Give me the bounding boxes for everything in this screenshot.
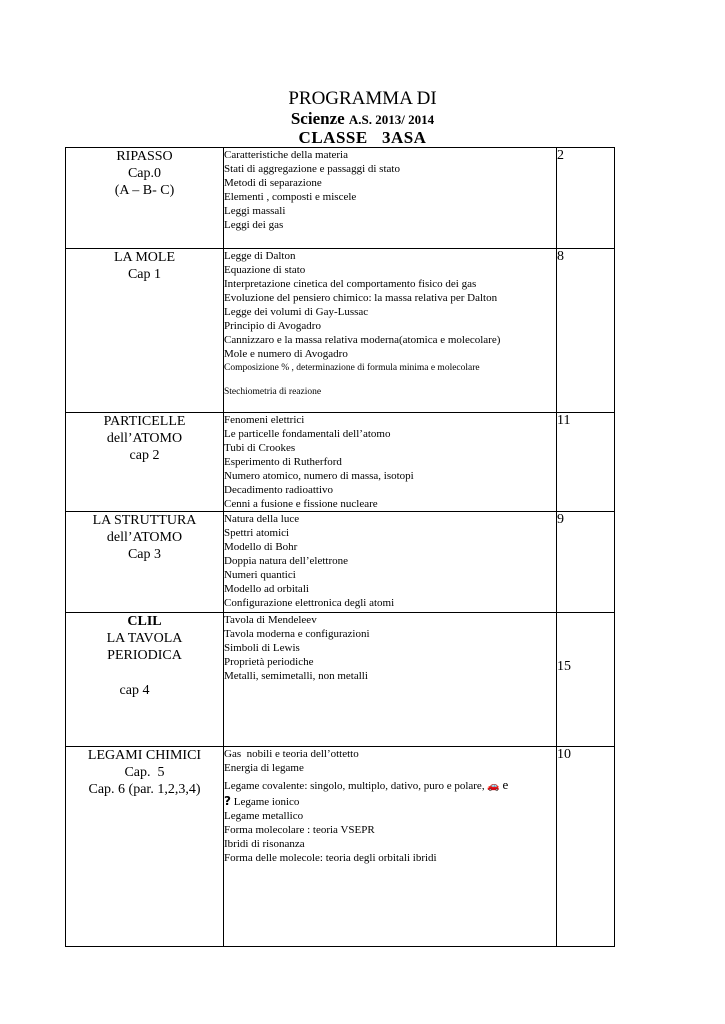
hours-cell: 8 [557, 249, 615, 413]
chapter-line: Cap. 6 (par. 1,2,3,4) [88, 782, 201, 797]
topic-item: Tubi di Crookes [224, 442, 296, 454]
topic-item: Legame metallico [224, 810, 304, 822]
topic-item: Interpretazione cinetica del comportamento fisico dei gas [224, 278, 477, 290]
chapter-line: Cap 1 [127, 267, 162, 282]
hours-cell: 11 [557, 413, 615, 512]
topics-cell [224, 613, 557, 747]
table-row [66, 249, 615, 413]
topic-item: Esperimento di Rutherford [224, 456, 342, 468]
chapter-line: Cap 3 [127, 547, 162, 562]
topic-item: Metalli, semimetalli, non metalli [224, 670, 368, 682]
chapter-cell [66, 747, 224, 947]
topic-item: Ibridi di risonanza [224, 838, 305, 850]
hours-cell: 15 [557, 613, 615, 747]
topics-cell [224, 747, 557, 947]
topic-item: Stati di aggregazione e passaggi di stato [224, 163, 400, 175]
chapter-cell [66, 413, 224, 512]
topic-item: Legge di Dalton [224, 250, 296, 262]
topic-item: Leggi dei gas [224, 219, 284, 231]
topic-item: Gas nobili e teoria dell’ottetto [224, 748, 359, 760]
topic-item [224, 778, 556, 794]
chapter-cell [66, 512, 224, 613]
topic-item: Natura della luce [224, 513, 300, 525]
subject-line [0, 109, 725, 129]
topic-item: Decadimento radioattivo [224, 484, 334, 496]
chapter-line: PERIODICA [107, 648, 182, 663]
hours-cell: 2 [557, 148, 615, 249]
chapter-line: RIPASSO [116, 149, 173, 164]
topic-item: Equazione di stato [224, 264, 306, 276]
topic-item: Stechiometria di reazione [224, 387, 322, 397]
topic-item: Cannizzaro e la massa relativa moderna(atomica e molecolare) [224, 334, 501, 346]
ionic-text: Legame ionico [233, 796, 300, 808]
covalent-text: Legame covalente: singolo, multiplo, dativo, puro e polare, [224, 780, 485, 792]
topic-item: Caratteristiche della materia [224, 149, 348, 161]
chapter-cell [66, 148, 224, 249]
topic-item: Configurazione elettronica degli atomi [224, 597, 395, 609]
chapter-line: (A – B- C) [114, 183, 175, 198]
topic-item: Principio di Avogadro [224, 320, 321, 332]
chapter-line: Cap. 5 [124, 765, 165, 780]
chapter-cell [66, 613, 224, 747]
topic-item: Tavola moderna e configurazioni [224, 628, 370, 640]
car-symbol-icon: 🚗 [487, 781, 500, 792]
question-mark-icon: ? [224, 794, 231, 808]
subject: Scienze [290, 109, 345, 128]
chapter-line: cap 4 [119, 683, 150, 698]
table-row [66, 148, 615, 249]
chapter-cell [66, 249, 224, 413]
school-year: A.S. 2013/ 2014 [348, 112, 435, 127]
topic-item: Fenomeni elettrici [224, 414, 305, 426]
topics-cell [224, 413, 557, 512]
topic-item: Cenni a fusione e fissione nucleare [224, 498, 378, 510]
topic-item: Composizione % , determinazione di formula minima e molecolare [224, 363, 480, 373]
topic-item: Numeri quantici [224, 569, 296, 581]
chapter-line: LA TAVOLA [106, 631, 183, 646]
topic-item: Doppia natura dell’elettrone [224, 555, 349, 567]
table-row [66, 747, 615, 947]
topic-item [224, 794, 556, 809]
covalent-e: e [502, 777, 509, 792]
topic-item: Tavola di Mendeleev [224, 614, 317, 626]
chapter-line: cap 2 [129, 448, 160, 463]
topic-item: Numero atomico, numero di massa, isotopi [224, 470, 414, 482]
class-title: CLASSE 3ASA [298, 128, 427, 147]
topic-item: Modello di Bohr [224, 541, 298, 553]
table-row [66, 413, 615, 512]
topic-item: Evoluzione del pensiero chimico: la massa relativa per Dalton [224, 292, 498, 304]
topic-item: Spettri atomici [224, 527, 290, 539]
topic-item: Elementi , composti e miscele [224, 191, 357, 203]
topic-item: Le particelle fondamentali dell’atomo [224, 428, 391, 440]
topic-item: Metodi di separazione [224, 177, 322, 189]
table-row [66, 512, 615, 613]
topic-item: Forma molecolare : teoria VSEPR [224, 824, 375, 836]
clil-label: CLIL [127, 614, 162, 629]
chapter-line: LA MOLE [113, 250, 176, 265]
topic-item: Modello ad orbitali [224, 583, 309, 595]
chapter-line: dell’ATOMO [106, 530, 183, 545]
chapter-line: LEGAMI CHIMICI [87, 748, 202, 763]
chapter-line: LA STRUTTURA [92, 513, 197, 528]
table-row [66, 613, 615, 747]
chapter-line: dell’ATOMO [106, 431, 183, 446]
chapter-line: PARTICELLE [103, 414, 186, 429]
topic-item: Legge dei volumi di Gay-Lussac [224, 306, 369, 318]
topic-item: Energia di legame [224, 762, 304, 774]
topic-item: Simboli di Lewis [224, 642, 300, 654]
topics-cell [224, 512, 557, 613]
topic-item: Mole e numero di Avogadro [224, 348, 348, 360]
program-table [65, 147, 615, 947]
topics-cell [224, 249, 557, 413]
topic-item: Leggi massali [224, 205, 286, 217]
topic-item: Proprietà periodiche [224, 656, 314, 668]
hours-cell: 10 [557, 747, 615, 947]
topics-cell [224, 148, 557, 249]
topic-item: Forma delle molecole: teoria degli orbitali ibridi [224, 852, 437, 864]
hours-cell: 9 [557, 512, 615, 613]
chapter-line: Cap.0 [127, 166, 162, 181]
title-line1: PROGRAMMA DI [288, 88, 437, 109]
